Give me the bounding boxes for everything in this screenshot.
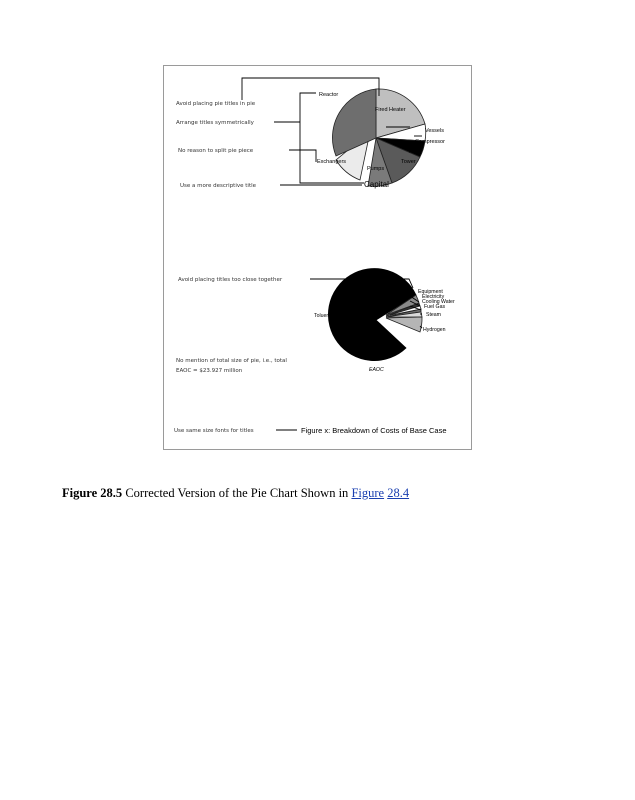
label-compressor: Compressor [415, 139, 445, 145]
label-fuel-gas: Fuel Gas [424, 304, 446, 310]
label-pumps: Pumps [367, 166, 385, 172]
caption-link-figure[interactable]: Figure [351, 486, 385, 500]
top-chart-title: Capital [364, 180, 389, 189]
pie-slice-hydrogen [386, 317, 422, 332]
top-annotations [176, 101, 257, 189]
label-exchangers: Exchangers [317, 159, 347, 165]
bottom-annotations [174, 277, 287, 434]
label-steam: Steam [426, 312, 441, 318]
caption-text: Corrected Version of the Pie Chart Shown in [122, 486, 352, 500]
figure-image [163, 65, 472, 450]
caption-figure-number: Figure 28.5 [62, 486, 123, 500]
pie-bottom [328, 269, 422, 361]
bottom-chart-title: EAOC [369, 367, 384, 373]
figure-graphic [164, 66, 473, 451]
annotation-descriptive: Use a more descriptive title [180, 183, 257, 189]
label-vessels: Vessels [425, 128, 444, 134]
label-fired-heater: Fired Heater [375, 107, 406, 113]
annotation-too-close: Avoid placing titles too close together [178, 277, 283, 283]
caption-link-figure-number[interactable]: 28.4 [387, 486, 410, 500]
label-reactor: Reactor [319, 92, 339, 98]
annotation-pie-titles: Avoid placing pie titles in pie [176, 101, 256, 107]
label-toluene: Toluene [314, 313, 333, 319]
corrected-figure-title: Figure x: Breakdown of Costs of Base Case [301, 426, 447, 435]
label-electricity: Electricity [422, 294, 445, 300]
annotation-arrange: Arrange titles symmetrically [176, 120, 254, 126]
pie-slice-reactor [332, 89, 376, 156]
annotation-total-size-1: No mention of total size of pie, i.e., total [176, 358, 287, 364]
annotation-total-size-2: EAOC = $23.927 million [176, 368, 243, 374]
label-tower: Tower [401, 159, 416, 165]
annotation-same-size: Use same size fonts for titles [174, 428, 254, 434]
annotation-split: No reason to split pie piece [178, 148, 254, 154]
label-cooling-water: Cooling Water [422, 299, 455, 305]
label-equipment: Equipment [418, 289, 443, 295]
figure-caption [62, 486, 409, 501]
label-hydrogen: Hydrogen [423, 327, 446, 333]
